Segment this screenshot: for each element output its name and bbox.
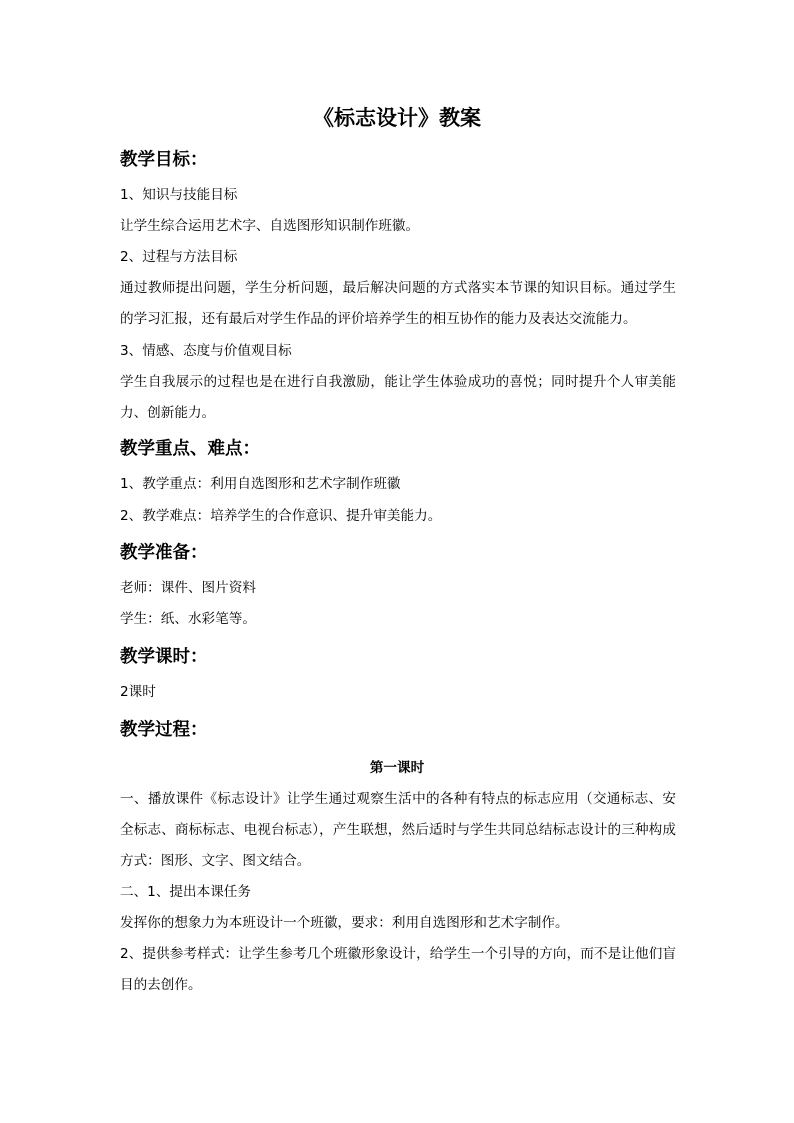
- process-paragraph-1: 一、播放课件《标志设计》让学生通过观察生活中的各种有特点的标志应用（交通标志、安全标志、商标标志、电视台标志），产生联想，然后适时与学生共同总结标志设计的三种构成方式：图形、文字、图文结合。: [120, 791, 676, 869]
- key-point-2: 2、教学难点：培养学生的合作意识、提升审美能力。: [120, 508, 442, 524]
- process-paragraph-2: 二、1、提出本课任务: [120, 884, 251, 900]
- heading-preparation: 教学准备：: [120, 543, 208, 563]
- heading-hours: 教学课时：: [120, 647, 208, 667]
- heading-objectives: 教学目标：: [120, 150, 208, 170]
- document-title: 《标志设计》教案: [313, 106, 481, 130]
- objective-3-title: 3、情感、态度与价值观目标: [120, 343, 292, 359]
- heading-process: 教学过程：: [120, 720, 208, 740]
- objective-2-title: 2、过程与方法目标: [120, 249, 238, 265]
- heading-key-points: 教学重点、难点：: [120, 439, 260, 459]
- process-paragraph-3: 发挥你的想象力为本班设计一个班徽，要求：利用自选图形和艺术字制作。: [120, 915, 569, 931]
- lesson-subheading: 第一课时: [369, 760, 425, 776]
- key-point-1: 1、教学重点：利用自选图形和艺术字制作班徽: [120, 476, 401, 492]
- preparation-student: 学生：纸、水彩笔等。: [120, 611, 256, 627]
- process-paragraph-4: 2、提供参考样式：让学生参考几个班徽形象设计，给学生一个引导的方向，而不是让他们盲目的去创作。: [120, 946, 676, 993]
- preparation-teacher: 老师：课件、图片资料: [120, 580, 256, 596]
- objective-1-title: 1、知识与技能目标: [120, 187, 238, 203]
- objective-1-text: 让学生综合运用艺术字、自选图形知识制作班徽。: [120, 218, 420, 234]
- objective-2-text: 通过教师提出问题，学生分析问题，最后解决问题的方式落实本节课的知识目标。通过学生的学习汇报，还有最后对学生作品的评价培养学生的相互协作的能力及表达交流能力。: [120, 280, 676, 327]
- objective-3-text: 学生自我展示的过程也是在进行自我激励，能让学生体验成功的喜悦；同时提升个人审美能力、创新能力。: [120, 374, 676, 421]
- hours-value: 2课时: [120, 684, 156, 700]
